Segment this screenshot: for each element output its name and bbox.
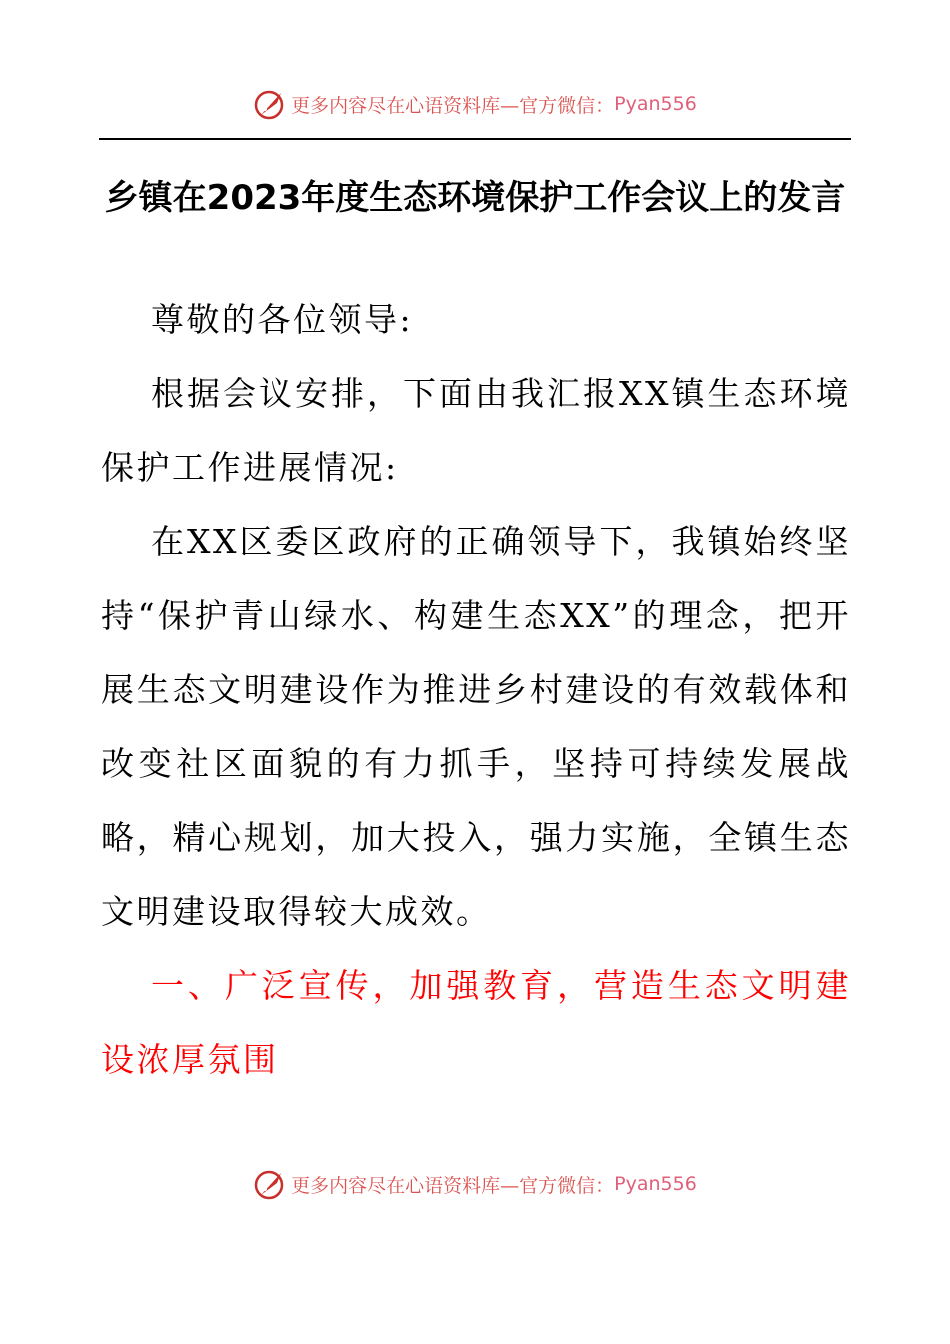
document-body bbox=[101, 283, 851, 1097]
document-title: 乡镇在2023年度生态环境保护工作会议上的发言 bbox=[104, 178, 846, 218]
footer-banner bbox=[0, 1164, 950, 1204]
header-banner bbox=[0, 84, 950, 124]
header-banner-text: 更多内容尽在心语资料库—官方微信： bbox=[291, 94, 615, 117]
footer-banner-text: 更多内容尽在心语资料库—官方微信： bbox=[291, 1174, 615, 1197]
header-divider bbox=[99, 138, 851, 140]
greeting: 尊敬的各位领导: bbox=[151, 300, 414, 339]
section-heading: 一、广泛宣传，加强教育，营造生态文明建设浓厚氛围 bbox=[101, 966, 851, 1079]
paragraph: 根据会议安排，下面由我汇报XX镇生态环境保护工作进展情况: bbox=[101, 374, 851, 487]
header-banner-wechat: Pyan556 bbox=[614, 93, 697, 115]
quill-logo-icon bbox=[253, 1167, 287, 1201]
footer-banner-wechat: Pyan556 bbox=[614, 1173, 697, 1195]
paragraph: 在XX区委区政府的正确领导下，我镇始终坚持“保护青山绿水、构建生态XX”的理念，把开展生态文明建设作为推进乡村建设的有效载体和改变社区面貌的有力抓手，坚持可持续发展战略，精心规划，加大投入，强力实施，全镇生态文明建设取得较大成效。 bbox=[101, 522, 851, 931]
quill-logo-icon bbox=[253, 87, 287, 121]
